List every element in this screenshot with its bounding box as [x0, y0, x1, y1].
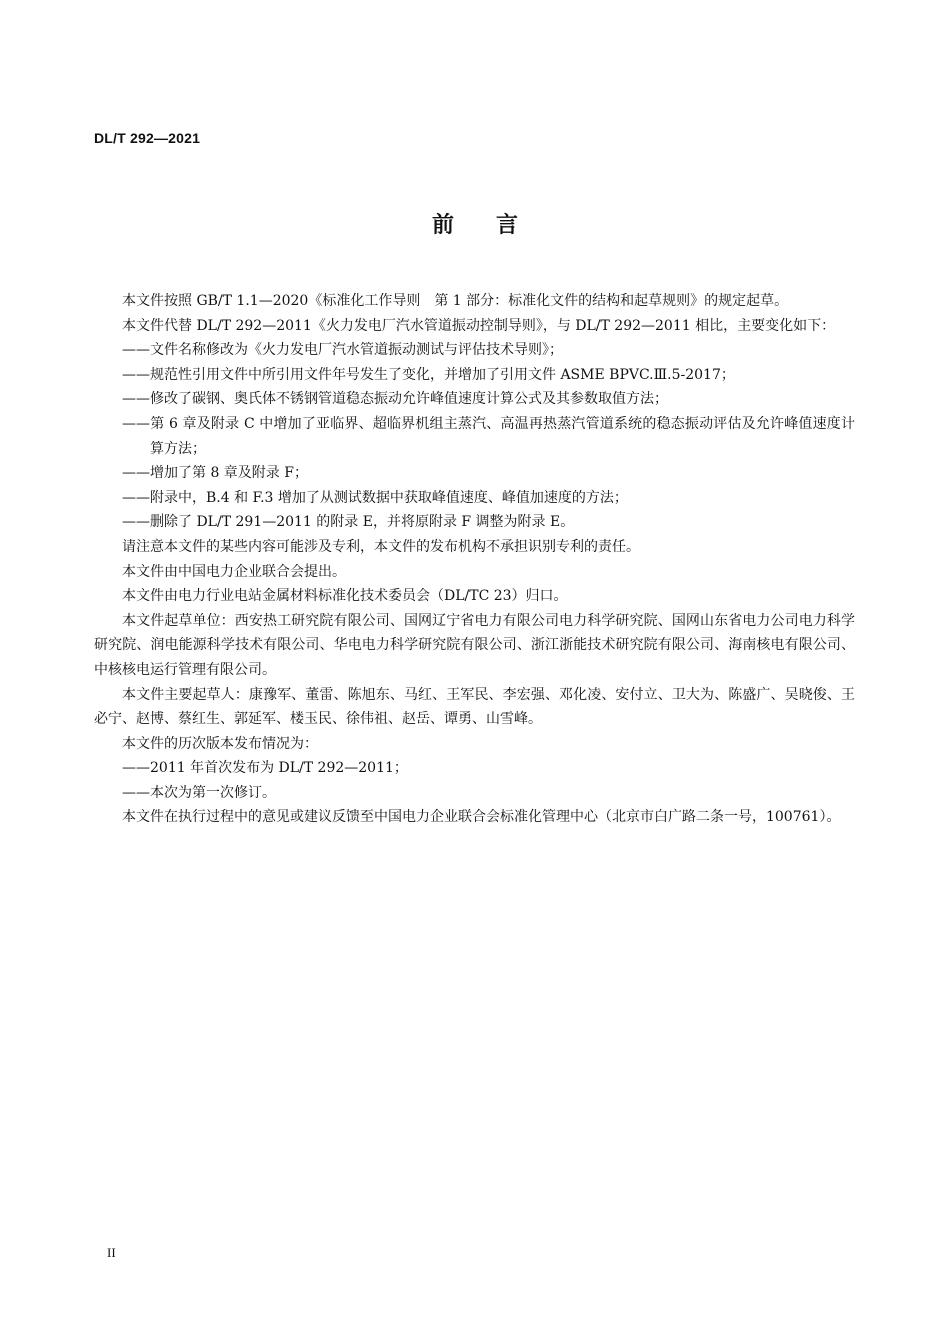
- history-item: ——本次为第一次修订。: [122, 784, 276, 801]
- paragraph-drafting-units: 本文件起草单位：西安热工研究院有限公司、国网辽宁省电力有限公司电力科学研究院、国网山东省电力公司电力科学研究院、润电能源科学技术有限公司、华电电力科学研究院有限公司、浙江浙能技术研究院有限公司、海南核电有限公司、中核核电运行管理有限公司。: [94, 612, 855, 678]
- change-item: ——删除了 DL/T 291—2011 的附录 E，并将原附录 F 调整为附录 E。: [122, 514, 575, 531]
- change-item: ——文件名称修改为《火力发电厂汽水管道振动测试与评估技术导则》；: [122, 342, 563, 359]
- standard-number-header: DL/T 292—2021: [94, 130, 201, 146]
- page-number: II: [107, 1245, 116, 1260]
- paragraph-drafting-basis: 本文件按照 GB/T 1.1—2020《标准化工作导则 第 1 部分：标准化文件的结构和起草规则》的规定起草。: [122, 293, 789, 309]
- paragraph-version-history: 本文件的历次版本发布情况为：: [122, 735, 318, 752]
- paragraph-replaces: 本文件代替 DL/T 292—2011《火力发电厂汽水管道振动控制导则》，与 DL/T 292—2011 相比，主要变化如下：: [122, 317, 836, 334]
- change-item: ——第 6 章及附录 C 中增加了亚临界、超临界机组主蒸汽、高温再热蒸汽管道系统的稳态振动评估及允许峰值速度计算方法；: [122, 415, 855, 457]
- paragraph-managed-by: 本文件由电力行业电站金属材料标准化技术委员会（DL/TC 23）归口。: [122, 588, 568, 605]
- change-item: ——规范性引用文件中所引用文件年号发生了变化，并增加了引用文件 ASME BPVC.Ⅲ.5-2017；: [122, 366, 735, 383]
- history-item: ——2011 年首次发布为 DL/T 292—2011；: [122, 760, 408, 777]
- page-title: 前言: [431, 213, 560, 238]
- change-item: ——附录中，B.4 和 F.3 增加了从测试数据中获取峰值速度、峰值加速度的方法；: [122, 489, 628, 506]
- document-body: [94, 289, 855, 830]
- paragraph-drafters: 本文件主要起草人：康豫军、董雷、陈旭东、马红、王军民、李宏强、邓化凌、安付立、卫大为、陈盛广、吴晓俊、王必宁、赵博、蔡红生、郭延军、楼玉民、徐伟祖、赵岳、谭勇、山雪峰。: [94, 686, 855, 728]
- paragraph-proposed-by: 本文件由中国电力企业联合会提出。: [122, 563, 346, 580]
- paragraph-patent-notice: 请注意本文件的某些内容可能涉及专利，本文件的发布机构不承担识别专利的责任。: [122, 538, 640, 555]
- change-item: ——增加了第 8 章及附录 F；: [122, 465, 308, 482]
- paragraph-feedback: 本文件在执行过程中的意见或建议反馈至中国电力企业联合会标准化管理中心（北京市白广路二条一号，100761）。: [122, 809, 841, 826]
- change-item: ——修改了碳钢、奥氏体不锈钢管道稳态振动允许峰值速度计算公式及其参数取值方法；: [122, 391, 668, 408]
